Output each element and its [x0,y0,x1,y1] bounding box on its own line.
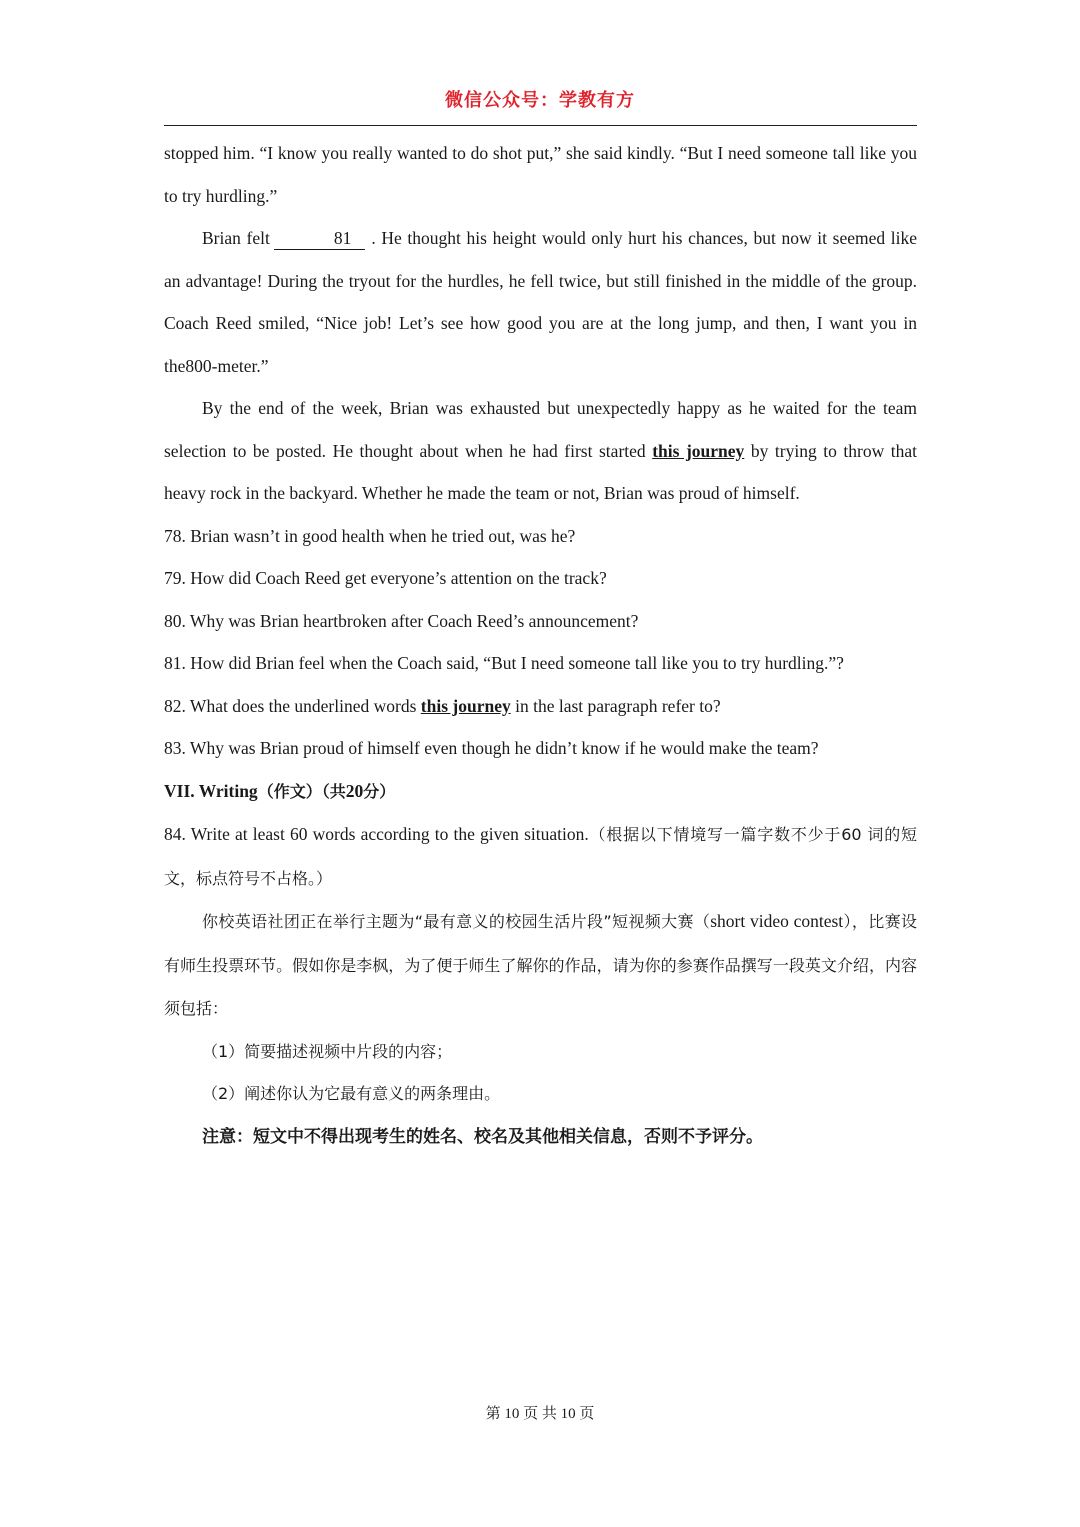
question-82: 82. What does the underlined words this journey in the last paragraph refer to? [164,695,721,716]
document-body [164,132,917,1158]
writing-notice: 注意：短文中不得出现考生的姓名、校名及其他相关信息，否则不予评分。 [202,1126,763,1147]
question-84: 84. Write at least 60 words according to the given situation.（根据以下情境写一篇字数不少于60 词的短文，标点符号不占格。） [164,824,917,888]
passage-paragraph: Brian felt 81 . He thought his height would only hurt his chances, but now it seemed like an advantage! During the tryout for the hurdles, he fell twice, but still finished in the middle of the group. Coach Reed smiled, “Nice job! Let’s see how good you are at the long jump, and then, I want you in the800-meter.” [164,228,918,376]
page-number: 第 10 页 共 10 页 [485,1406,595,1422]
writing-point-2: （2）阐述你认为它最有意义的两条理由。 [202,1084,501,1103]
underlined-phrase: this journey [420,695,511,716]
writing-point-1: （1）简要描述视频中片段的内容； [202,1041,453,1061]
passage-paragraph: By the end of the week, Brian was exhausted but unexpectedly happy as he waited for the team selection to be posted. He thought about when he had first started this journey by trying to throw that heavy rock in the backyard. Whether he made the team or not, Brian was proud of himself. [164,398,918,503]
question-78: 78. Brian wasn’t in good health when he tried out, was he? [164,525,576,546]
header-title: 微信公众号：学教有方 [445,90,635,111]
question-79: 79. How did Coach Reed get everyone’s attention on the track? [164,568,607,588]
header-divider [164,125,917,126]
question-83: 83. Why was Brian proud of himself even though he didn’t know if he would make the team? [164,738,819,758]
section-heading: VII. Writing（作文）（共20分） [164,780,396,801]
answer-blank-81: 81 [274,227,366,250]
passage-paragraph: stopped him. “I know you really wanted to do shot put,” she said kindly. “But I need someone tall like you to try hurdling.” [164,143,917,206]
writing-situation: 你校英语社团正在举行主题为“最有意义的校园生活片段”短视频大赛（short video contest），比赛设有师生投票环节。假如你是李枫，为了便于师生了解你的作品，请为你的参赛作品撰写一段英文介绍，内容须包括： [164,911,917,1018]
question-80: 80. Why was Brian heartbroken after Coach Reed’s announcement? [164,610,639,631]
underlined-phrase: this journey [652,440,745,461]
question-81: 81. How did Brian feel when the Coach said, “But I need someone tall like you to try hurdling.”? [164,653,844,673]
